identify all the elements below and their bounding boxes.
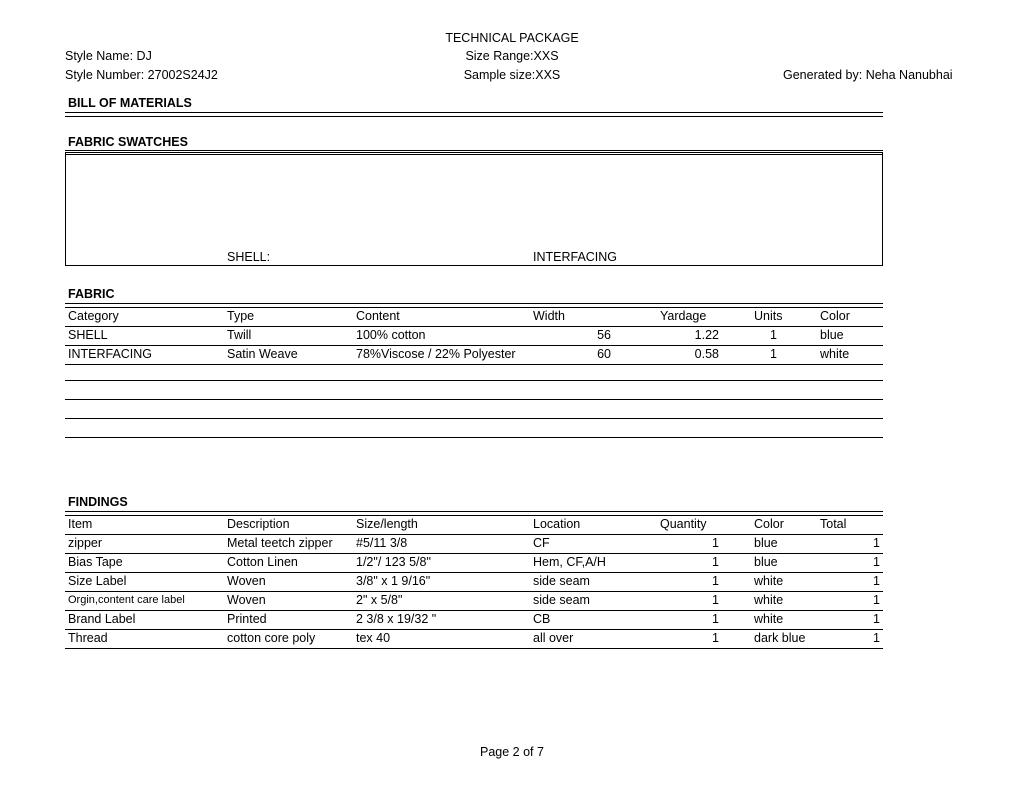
finding-item: zipper bbox=[68, 536, 103, 550]
table-row bbox=[65, 610, 883, 630]
swatch-box bbox=[65, 152, 883, 266]
fabric-content: 100% cotton bbox=[356, 328, 426, 342]
finding-item: Orgin,content care label bbox=[68, 594, 185, 606]
finding-item: Brand Label bbox=[68, 612, 136, 626]
finding-location: CB bbox=[533, 612, 551, 626]
finding-color: white bbox=[754, 593, 784, 607]
findings-header-quantity: Quantity bbox=[660, 517, 707, 531]
finding-quantity: 1 bbox=[712, 631, 719, 645]
fabric-header-yardage: Yardage bbox=[660, 309, 707, 323]
finding-size: #5/11 3/8 bbox=[356, 536, 408, 550]
finding-quantity: 1 bbox=[712, 612, 719, 626]
findings-header-total: Total bbox=[820, 517, 847, 531]
finding-color: white bbox=[754, 574, 784, 588]
fabric-header-content: Content bbox=[356, 309, 400, 323]
fabric-title: FABRIC bbox=[68, 287, 115, 301]
finding-total: 1 bbox=[873, 631, 880, 645]
finding-item: Bias Tape bbox=[68, 555, 123, 569]
findings-header-item: Item bbox=[68, 517, 93, 531]
table-row bbox=[65, 534, 883, 554]
table-row bbox=[65, 591, 883, 611]
finding-location: side seam bbox=[533, 593, 590, 607]
finding-location: Hem, CF,A/H bbox=[533, 555, 606, 569]
finding-description: cotton core poly bbox=[227, 631, 316, 645]
table-row bbox=[65, 326, 883, 346]
finding-location: CF bbox=[533, 536, 550, 550]
empty-row-line bbox=[65, 399, 883, 400]
finding-quantity: 1 bbox=[712, 536, 719, 550]
fabric-units: 1 bbox=[770, 328, 777, 342]
finding-item: Thread bbox=[68, 631, 108, 645]
finding-description: Metal teetch zipper bbox=[227, 536, 333, 550]
fabric-color: blue bbox=[820, 328, 844, 342]
swatch-interfacing-label: INTERFACING bbox=[533, 250, 618, 264]
table-row bbox=[65, 553, 883, 573]
empty-row-line bbox=[65, 380, 883, 381]
findings-header-location: Location bbox=[533, 517, 581, 531]
fabric-header-color: Color bbox=[820, 309, 850, 323]
fabric-header-row bbox=[65, 307, 883, 327]
finding-color: blue bbox=[754, 555, 778, 569]
fabric-yardage: 0.58 bbox=[694, 347, 719, 361]
findings-header-color: Color bbox=[754, 517, 784, 531]
bom-divider bbox=[65, 112, 883, 117]
fabric-units: 1 bbox=[770, 347, 777, 361]
fabric-type: Twill bbox=[227, 328, 252, 342]
fabric-content: 78%Viscose / 22% Polyester bbox=[356, 347, 516, 361]
bom-title: BILL OF MATERIALS bbox=[68, 96, 192, 110]
finding-total: 1 bbox=[873, 574, 880, 588]
findings-header-description: Description bbox=[227, 517, 290, 531]
findings-title: FINDINGS bbox=[68, 495, 128, 509]
finding-color: white bbox=[754, 612, 784, 626]
fabric-header-units: Units bbox=[754, 309, 783, 323]
fabric-yardage: 1.22 bbox=[694, 328, 719, 342]
sample-size: Sample size:XXS bbox=[463, 68, 561, 82]
empty-row-line bbox=[65, 437, 883, 438]
finding-total: 1 bbox=[873, 612, 880, 626]
swatch-shell-label: SHELL: bbox=[227, 250, 271, 264]
style-number: Style Number: 27002S24J2 bbox=[65, 68, 218, 82]
table-row bbox=[65, 629, 883, 649]
finding-size: tex 40 bbox=[356, 631, 391, 645]
fabric-color: white bbox=[820, 347, 850, 361]
page-number: Page 2 of 7 bbox=[480, 745, 544, 759]
size-range: Size Range:XXS bbox=[465, 49, 559, 63]
table-row bbox=[65, 572, 883, 592]
finding-size: 1/2"/ 123 5/8" bbox=[356, 555, 431, 569]
finding-quantity: 1 bbox=[712, 555, 719, 569]
finding-location: all over bbox=[533, 631, 574, 645]
finding-total: 1 bbox=[873, 555, 880, 569]
findings-header-size: Size/length bbox=[356, 517, 418, 531]
empty-row-line bbox=[65, 418, 883, 419]
finding-description: Printed bbox=[227, 612, 267, 626]
finding-total: 1 bbox=[873, 593, 880, 607]
fabric-header-category: Category bbox=[68, 309, 119, 323]
generated-by: Generated by: Neha Nanubhai bbox=[783, 68, 953, 82]
fabric-header-type: Type bbox=[227, 309, 255, 323]
findings-header-row bbox=[65, 515, 883, 535]
fabric-category: SHELL bbox=[68, 328, 108, 342]
fabric-type: Satin Weave bbox=[227, 347, 298, 361]
finding-item: Size Label bbox=[68, 574, 127, 588]
finding-color: dark blue bbox=[754, 631, 806, 645]
finding-location: side seam bbox=[533, 574, 590, 588]
fabric-category: INTERFACING bbox=[68, 347, 153, 361]
style-name: Style Name: DJ bbox=[65, 49, 152, 63]
finding-size: 2 3/8 x 19/32 " bbox=[356, 612, 437, 626]
fabric-header-width: Width bbox=[533, 309, 565, 323]
swatches-title: FABRIC SWATCHES bbox=[68, 135, 188, 149]
finding-quantity: 1 bbox=[712, 574, 719, 588]
finding-size: 2" x 5/8" bbox=[356, 593, 403, 607]
finding-description: Woven bbox=[227, 574, 266, 588]
fabric-width: 60 bbox=[597, 347, 611, 361]
fabric-width: 56 bbox=[597, 328, 611, 342]
finding-color: blue bbox=[754, 536, 778, 550]
finding-total: 1 bbox=[873, 536, 880, 550]
finding-size: 3/8" x 1 9/16" bbox=[356, 574, 431, 588]
finding-description: Cotton Linen bbox=[227, 555, 298, 569]
doc-title: TECHNICAL PACKAGE bbox=[445, 31, 579, 45]
finding-quantity: 1 bbox=[712, 593, 719, 607]
table-row bbox=[65, 345, 883, 365]
finding-description: Woven bbox=[227, 593, 266, 607]
